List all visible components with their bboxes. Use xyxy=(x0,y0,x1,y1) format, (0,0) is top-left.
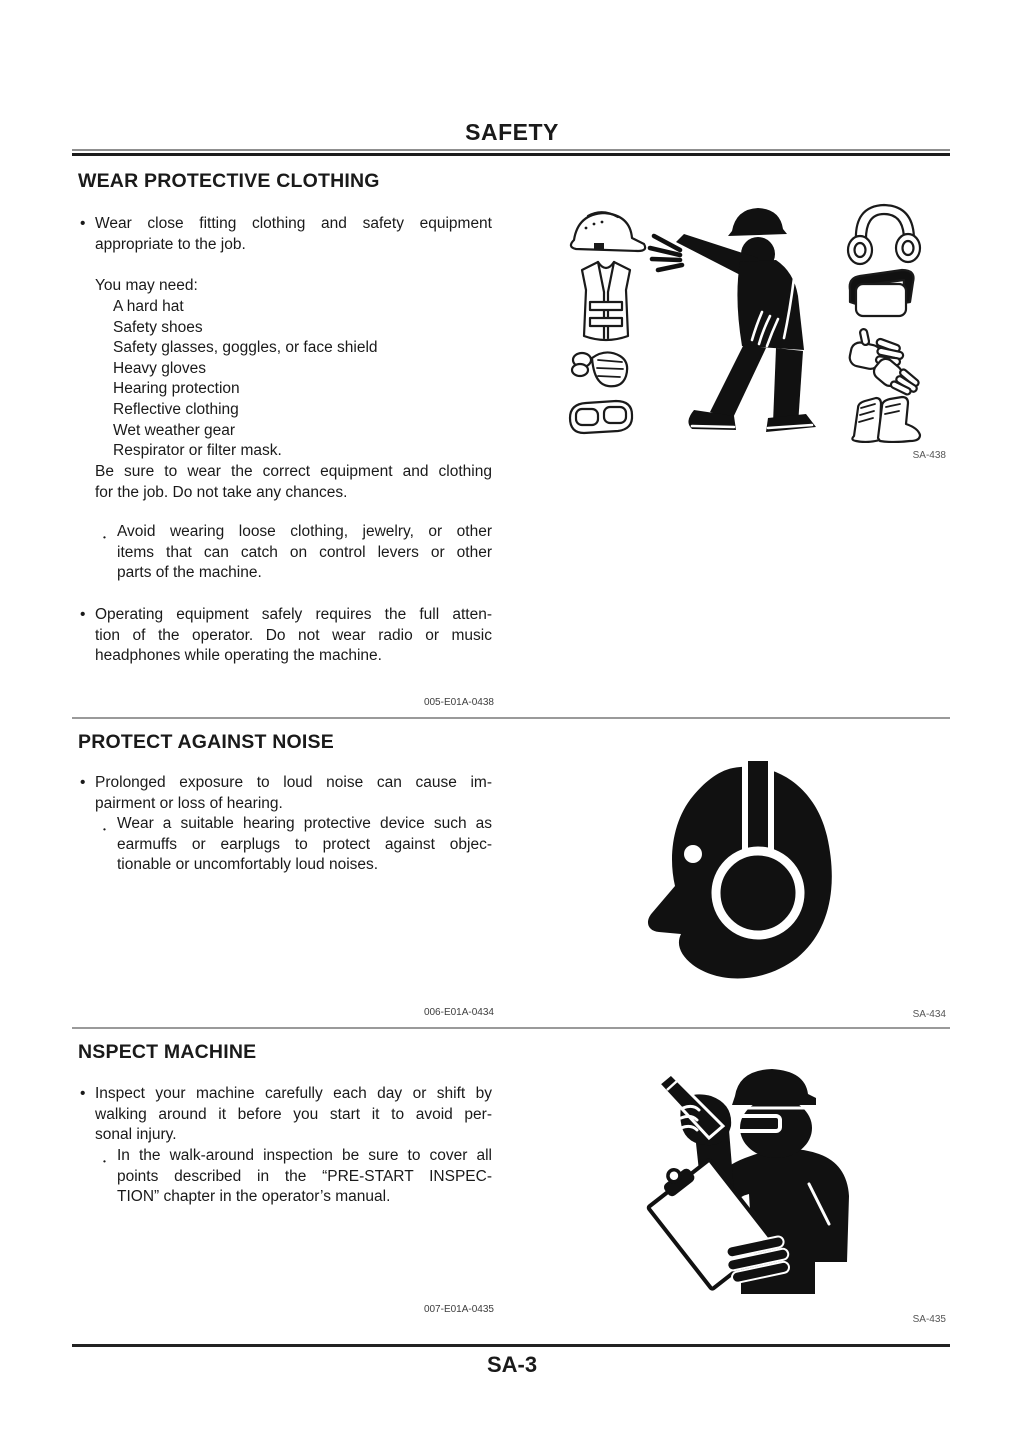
figure-caption: SA-438 xyxy=(912,450,946,461)
sub-paragraph: • Avoid wearing loose clothing, jewelry, or other items that can catch on control levers or other parts of the machine. xyxy=(103,523,492,582)
page-number: SA-3 xyxy=(486,1352,538,1377)
paragraph: Be sure to wear the correct equipment and clothing for the job. Do not take any chances. xyxy=(95,463,492,501)
page-title: SAFETY xyxy=(465,119,559,145)
face-shield-icon xyxy=(850,270,914,316)
bullet-marker: • xyxy=(80,606,86,623)
equipment-list: A hard hat Safety shoes Safety glasses, goggles, or face shield Heavy gloves Hearing protection Reflective clothing Wet weather gear Respirator or filter mask. xyxy=(113,298,378,460)
safety-vest-icon xyxy=(582,262,630,340)
paragraph: • Wear close fitting clothing and safety equipment appropriate to the job. xyxy=(80,215,492,253)
paragraph-code: 006-E01A-0434 xyxy=(423,1007,494,1018)
inspector-hard-hat xyxy=(732,1069,816,1105)
paragraph: • Operating equipment safely requires the full atten- tion of the operator. Do not wear radio or music headphones while operating the machine. xyxy=(80,606,492,665)
ear-muffs-icon xyxy=(848,205,920,264)
paragraph-code: 005-E01A-0438 xyxy=(423,697,494,708)
header-rule-top xyxy=(72,149,950,151)
section-heading-inspect-machine: NSPECT MACHINE xyxy=(78,1041,257,1063)
hard-hat-icon xyxy=(571,212,645,251)
respirator-icon xyxy=(572,352,627,386)
ppe-figure xyxy=(558,198,958,443)
header-rule-bottom xyxy=(72,153,950,156)
sub-bullet-marker: • xyxy=(103,824,106,834)
ear-cup xyxy=(716,851,800,935)
headband xyxy=(745,758,771,862)
sub-bullet-marker: • xyxy=(103,532,106,542)
sub-paragraph: • Wear a suitable hearing protective device such as earmuffs or earplugs to protect against objec- tionable or uncomfortably loud noises. xyxy=(103,815,492,874)
bullet-marker: • xyxy=(80,774,86,791)
inspect-machine-figure xyxy=(633,1064,883,1296)
paragraph-code: 007-E01A-0435 xyxy=(423,1304,494,1315)
worker-hard-hat xyxy=(728,208,787,236)
section-divider xyxy=(72,717,950,719)
sub-paragraph: • In the walk-around inspection be sure to cover all points described in the “PRE-START INSPEC- TION” chapter in the operator’s manual. xyxy=(103,1147,492,1206)
section-divider xyxy=(72,1027,950,1029)
gloves-icon xyxy=(848,326,922,402)
figure-caption: SA-434 xyxy=(912,1009,946,1020)
footer-rule xyxy=(72,1344,950,1347)
paragraph: • Prolonged exposure to loud noise can cause im- pairment or loss of hearing. xyxy=(80,774,492,812)
eye xyxy=(684,845,702,863)
worker-illustration xyxy=(650,208,816,432)
sub-bullet-marker: • xyxy=(103,1156,106,1166)
bullet-marker: • xyxy=(80,215,86,232)
section-heading-protect-against-noise: PROTECT AGAINST NOISE xyxy=(78,731,334,753)
figure-caption: SA-435 xyxy=(912,1314,946,1325)
hearing-protection-figure xyxy=(636,758,841,986)
worker-right-leg xyxy=(773,348,803,425)
section-heading-wear-protective-clothing: WEAR PROTECTIVE CLOTHING xyxy=(78,170,380,192)
goggles-icon xyxy=(570,401,632,433)
paragraph: • Inspect your machine carefully each day or shift by walking around it before you start it to avoid per- sonal injury. xyxy=(80,1085,492,1144)
bullet-marker: • xyxy=(80,1085,86,1102)
safety-boots-icon xyxy=(852,397,920,442)
list-intro: You may need: xyxy=(95,277,198,294)
worker-left-leg xyxy=(710,344,766,420)
